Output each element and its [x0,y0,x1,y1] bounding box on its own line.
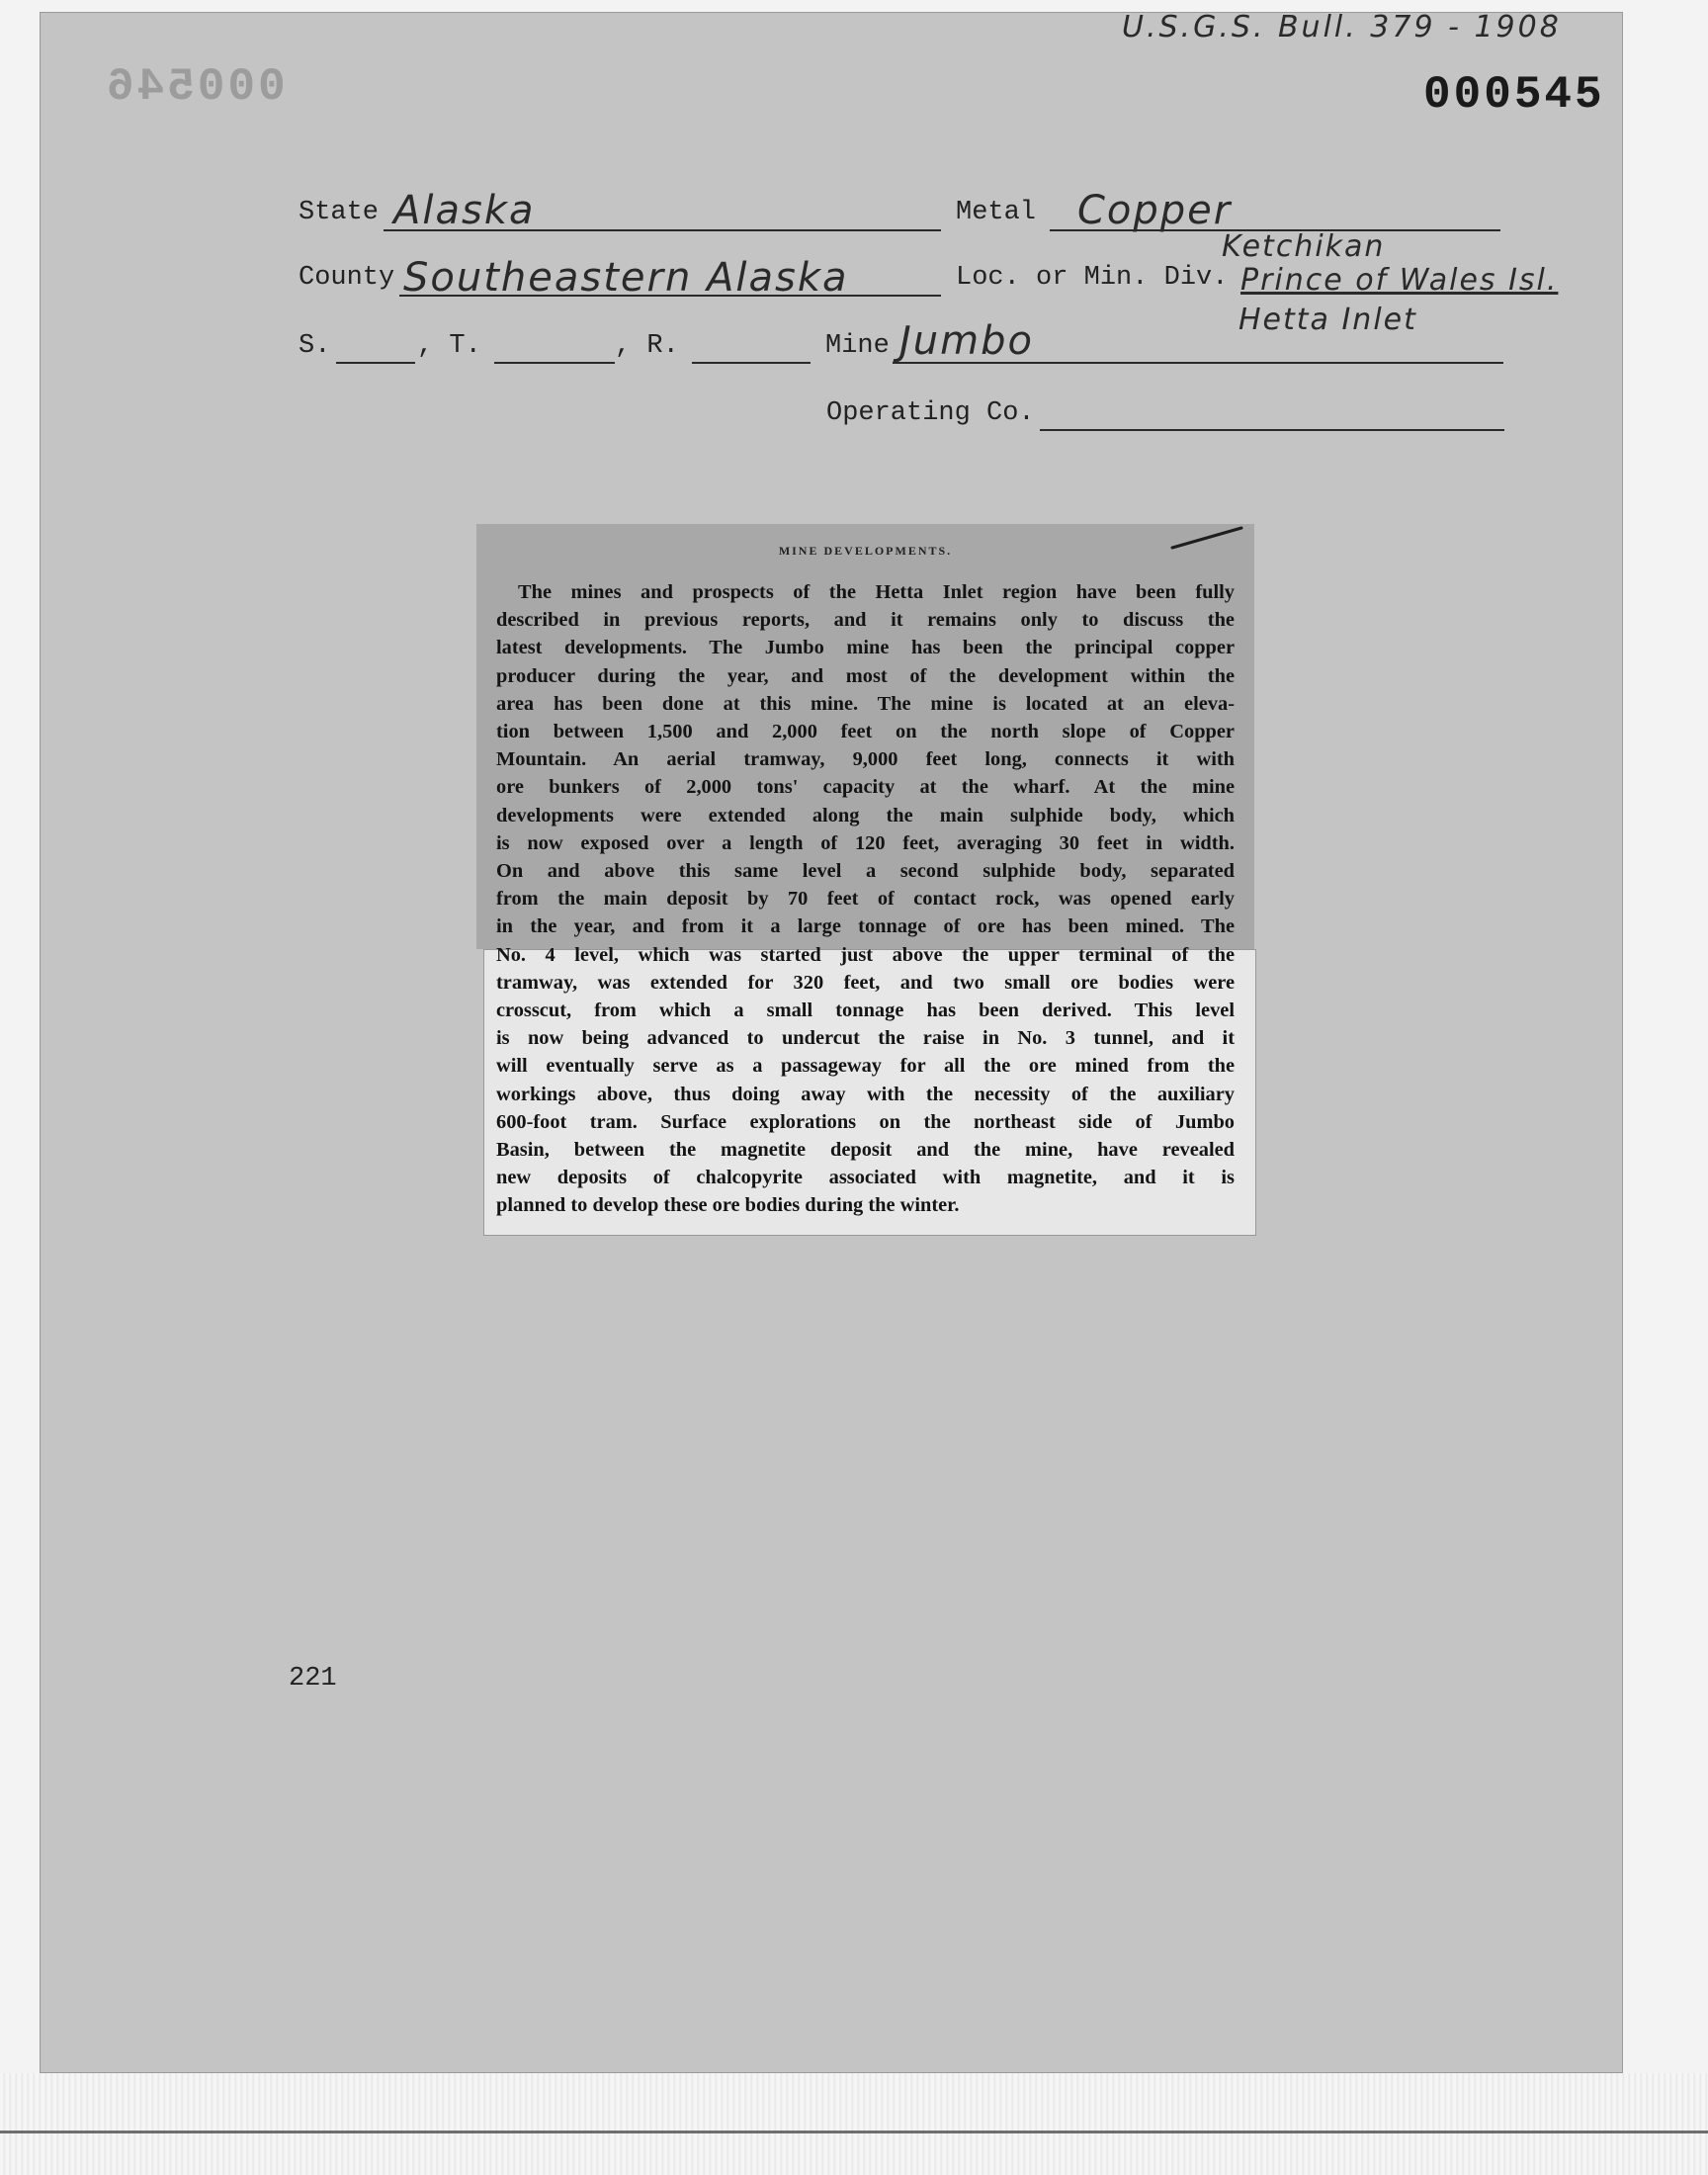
report-clipping [476,524,1254,1234]
text-line: Mountain. An aerial tramway, 9,000 feet long, connects it with [496,748,1235,771]
text-line: from the main deposit by 70 feet of contact rock, was opened early [496,888,1235,911]
section-underline [336,362,415,364]
text-line: No. 4 level, which was started just above the upper terminal of the [496,943,1235,966]
text-line: is now being advanced to undercut the raise in No. 3 tunnel, and it [496,1027,1235,1050]
text-line: latest developments. The Jumbo mine has been the principal copper [496,637,1235,659]
reference-note: U.S.G.S. Bull. 379 - 1908 [1122,10,1562,44]
county-label: County [299,263,395,293]
text-line: in the year, and from it a large tonnage of ore has been mined. The [496,915,1235,938]
state-value: Alaska [393,188,536,233]
bleed-through-number: 000546 [104,61,286,113]
division-annotation: Ketchikan [1222,229,1386,264]
text-line: ore bunkers of 2,000 tons' capacity at the wharf. At the mine [496,776,1235,799]
text-line: area has been done at this mine. The mine is located at an eleva- [496,692,1235,715]
text-line: producer during the year, and most of the development within the [496,664,1235,687]
mine-value: Jumbo [899,318,1034,364]
text-line: tion between 1,500 and 2,000 feet on the north slope of Copper [496,721,1235,743]
township-label: , T. [417,331,481,361]
clipping-text [496,578,1235,1220]
range-label: , R. [615,331,679,361]
text-line: 600-foot tram. Surface explorations on the northeast side of Jumbo [496,1110,1235,1133]
text-line: will eventually serve as a passageway for all the ore mined from the [496,1055,1235,1078]
scan-margin [0,2073,1708,2175]
text-line: new deposits of chalcopyrite associated with magnetite, and it is [496,1167,1235,1189]
text-line: Basin, between the magnetite deposit and the mine, have revealed [496,1139,1235,1162]
scan-edge-line [0,2131,1708,2133]
division-value: Prince of Wales Isl. [1240,263,1559,298]
text-line: The mines and prospects of the Hetta Inlet region have been fully [518,581,1235,603]
operating-company-underline [1040,429,1504,431]
text-line: workings above, thus doing away with the necessity of the auxiliary [496,1083,1235,1105]
division-label: Loc. or Min. Div. [956,263,1229,293]
text-line: tramway, was extended for 320 feet, and two small ore bodies were [496,971,1235,994]
document-number: 000545 [1423,69,1605,121]
text-line: On and above this same level a second sulphide body, separated [496,860,1235,883]
text-line: is now exposed over a length of 120 feet, averaging 30 feet in width. [496,831,1235,854]
page-number: 221 [289,1664,337,1694]
operating-company-label: Operating Co. [826,398,1035,428]
division-value-2: Hetta Inlet [1238,303,1417,337]
text-line: crosscut, from which a small tonnage has been derived. This level [496,1000,1235,1022]
range-underline [692,362,811,364]
text-line: described in previous reports, and it remains only to discuss the [496,609,1235,632]
text-line: planned to develop these ore bodies during the winter. [496,1194,960,1217]
township-underline [494,362,615,364]
text-line: developments were extended along the main sulphide body, which [496,804,1235,826]
county-value: Southeastern Alaska [403,255,849,301]
section-label: S. [299,331,331,361]
clipping-heading: MINE DEVELOPMENTS. [778,544,953,558]
mine-label: Mine [825,331,890,361]
state-label: State [299,198,380,227]
metal-label: Metal [956,198,1037,227]
metal-value: Copper [1077,188,1233,233]
